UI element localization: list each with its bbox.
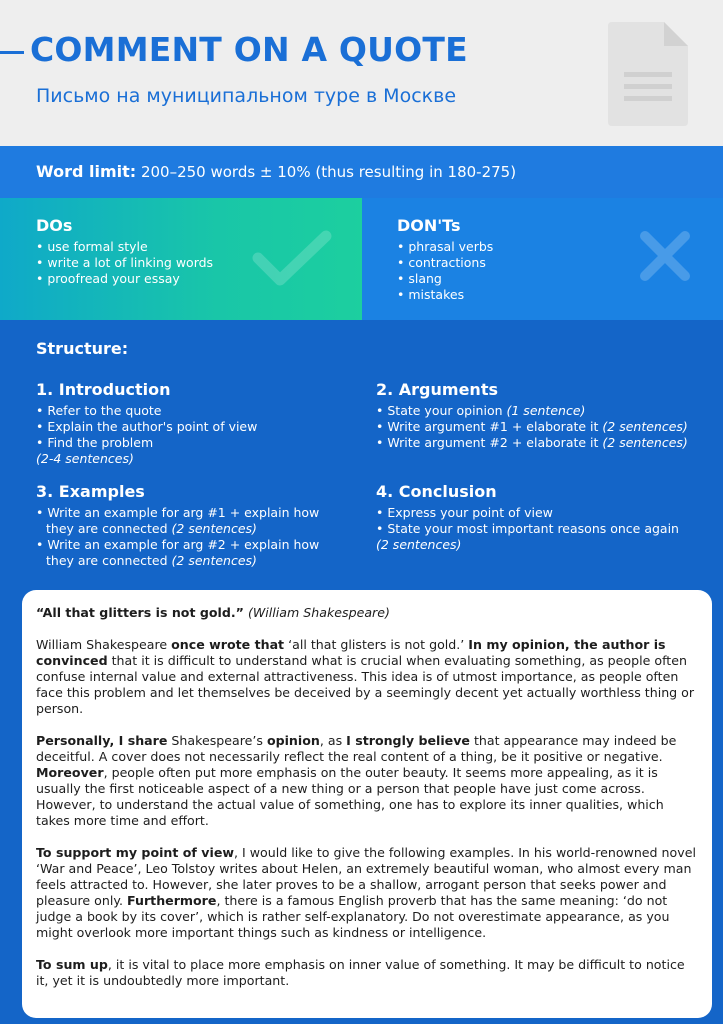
donts-title: DON'Ts bbox=[397, 216, 461, 235]
arguments-block bbox=[376, 380, 716, 451]
essay-emphasis: Moreover bbox=[36, 765, 104, 780]
title-rule bbox=[0, 51, 24, 54]
header bbox=[0, 0, 723, 146]
essay-emphasis: Furthermore bbox=[127, 893, 217, 908]
essay-emphasis: To support my point of view bbox=[36, 845, 235, 860]
page-title: COMMENT ON A QUOTE bbox=[30, 30, 468, 69]
arguments-item bbox=[376, 435, 716, 451]
conclusion-title: 4. Conclusion bbox=[376, 482, 497, 501]
conclusion-note: (2 sentences) bbox=[376, 537, 462, 552]
dos-title: DOs bbox=[36, 216, 73, 235]
arguments-list bbox=[376, 403, 716, 451]
donts-panel bbox=[362, 198, 723, 320]
arguments-title: 2. Arguments bbox=[376, 380, 498, 399]
essay-text: Shakespeare’s bbox=[167, 733, 267, 748]
essay-card bbox=[22, 590, 712, 1018]
conclusion-block bbox=[376, 482, 716, 553]
conclusion-item: • Express your point of view bbox=[376, 505, 716, 521]
donts-item: • mistakes bbox=[397, 287, 723, 303]
conclusion-list bbox=[376, 505, 716, 537]
introduction-title: 1. Introduction bbox=[36, 380, 171, 399]
word-limit-bar bbox=[0, 146, 723, 198]
conclusion-item: • State your most important reasons once again bbox=[376, 521, 716, 537]
examples-item bbox=[36, 505, 346, 537]
dos-item: • use formal style bbox=[36, 239, 362, 255]
arguments-item-text: State your opinion bbox=[387, 403, 507, 418]
introduction-note: (2-4 sentences) bbox=[36, 451, 134, 466]
essay-emphasis: To sum up bbox=[36, 957, 108, 972]
document-icon bbox=[608, 22, 688, 126]
essay-emphasis: once wrote that bbox=[171, 637, 285, 652]
examples-item-text: Write an example for arg #2 + explain how they are connected bbox=[46, 537, 320, 568]
essay-paragraph bbox=[36, 957, 696, 989]
essay-text: , as bbox=[319, 733, 347, 748]
essay-emphasis: I strongly believe bbox=[346, 733, 470, 748]
essay-text: , people often put more emphasis on the outer beauty. It seems more appealing, as it is usually the first noticeable aspect of a new thing or a person that people have just come across. However, to understand the actual value of something, one has to explore its inner qualities, which takes more time and effort. bbox=[36, 765, 664, 828]
essay-quote: “All that glitters is not gold.” bbox=[36, 605, 244, 620]
essay-paragraph bbox=[36, 845, 696, 941]
dos-panel bbox=[0, 198, 362, 320]
checkmark-icon bbox=[252, 228, 332, 288]
examples-item bbox=[36, 537, 346, 569]
essay-text: ‘all that glisters is not gold.’ bbox=[284, 637, 469, 652]
arguments-item-note: (2 sentences) bbox=[602, 419, 688, 434]
essay-paragraph bbox=[36, 733, 696, 829]
essay-text: William Shakespeare bbox=[36, 637, 172, 652]
introduction-item: • Find the problem bbox=[36, 435, 356, 451]
examples-item-text: Write an example for arg #1 + explain how they are connected bbox=[46, 505, 320, 536]
essay-text: , I would like to give the following examples. In his world-renowned novel ‘War and Peace’, Leo Tolstoy writes about Helen, an extremely beautiful woman, who almost every man feels attracted to. However, she later proves to be a shallow, arrogant person that seeks power and pleasure only. bbox=[36, 845, 696, 908]
page-subtitle: Письмо на муниципальном туре в Москве bbox=[36, 85, 457, 107]
introduction-item: • Refer to the quote bbox=[36, 403, 356, 419]
examples-block bbox=[36, 482, 346, 569]
examples-title: 3. Examples bbox=[36, 482, 145, 501]
essay-text: , there is a famous English proverb that has the same meaning: ‘do not judge a book by its cover’, which is rather self-explanatory. Do not overestimate appearance, as you might overlook more important things such as kindness or intelligence. bbox=[36, 893, 670, 940]
arguments-item-text: Write argument #1 + elaborate it bbox=[387, 419, 603, 434]
essay-quote-line bbox=[36, 605, 696, 621]
dos-item: • write a lot of linking words bbox=[36, 255, 362, 271]
examples-item-note: (2 sentences) bbox=[171, 521, 257, 536]
donts-item: • phrasal verbs bbox=[397, 239, 723, 255]
essay-emphasis: Personally, I share bbox=[36, 733, 168, 748]
introduction-list bbox=[36, 403, 356, 451]
introduction-block bbox=[36, 380, 356, 467]
essay-quote-author: (William Shakespeare) bbox=[247, 605, 390, 620]
arguments-item-note: (2 sentences) bbox=[602, 435, 688, 450]
essay-emphasis: In my opinion, the author is convinced bbox=[36, 637, 666, 668]
structure-title: Structure: bbox=[36, 339, 129, 358]
arguments-item-text: Write argument #2 + elaborate it bbox=[387, 435, 603, 450]
cross-icon bbox=[637, 228, 693, 284]
examples-list bbox=[36, 505, 346, 569]
word-limit-value: 200–250 words ± 10% (thus resulting in 180-275) bbox=[140, 163, 517, 181]
dos-item: • proofread your essay bbox=[36, 271, 362, 287]
donts-item: • slang bbox=[397, 271, 723, 287]
essay-paragraph bbox=[36, 637, 696, 717]
introduction-item: • Explain the author's point of view bbox=[36, 419, 356, 435]
arguments-item bbox=[376, 419, 716, 435]
essay-emphasis: opinion bbox=[266, 733, 320, 748]
word-limit-label: Word limit: bbox=[36, 162, 137, 181]
donts-item: • contractions bbox=[397, 255, 723, 271]
arguments-item bbox=[376, 403, 716, 419]
essay-text: that appearance may indeed be deceitful. A cover does not necessarily reflect the real content of a thing, be it positive or negative. bbox=[36, 733, 677, 764]
examples-item-note: (2 sentences) bbox=[171, 553, 257, 568]
essay-text: , it is vital to place more emphasis on inner value of something. It may be difficult to notice it, yet it is undoubtedly more important. bbox=[36, 957, 685, 988]
essay-text: that it is difficult to understand what is crucial when evaluating something, as people often confuse internal value and external attractiveness. This idea is of utmost importance, as people often face this problem and let themselves be deceived by a seemingly decent yet actually worthless thing or person. bbox=[36, 653, 695, 716]
arguments-item-note: (1 sentence) bbox=[506, 403, 586, 418]
